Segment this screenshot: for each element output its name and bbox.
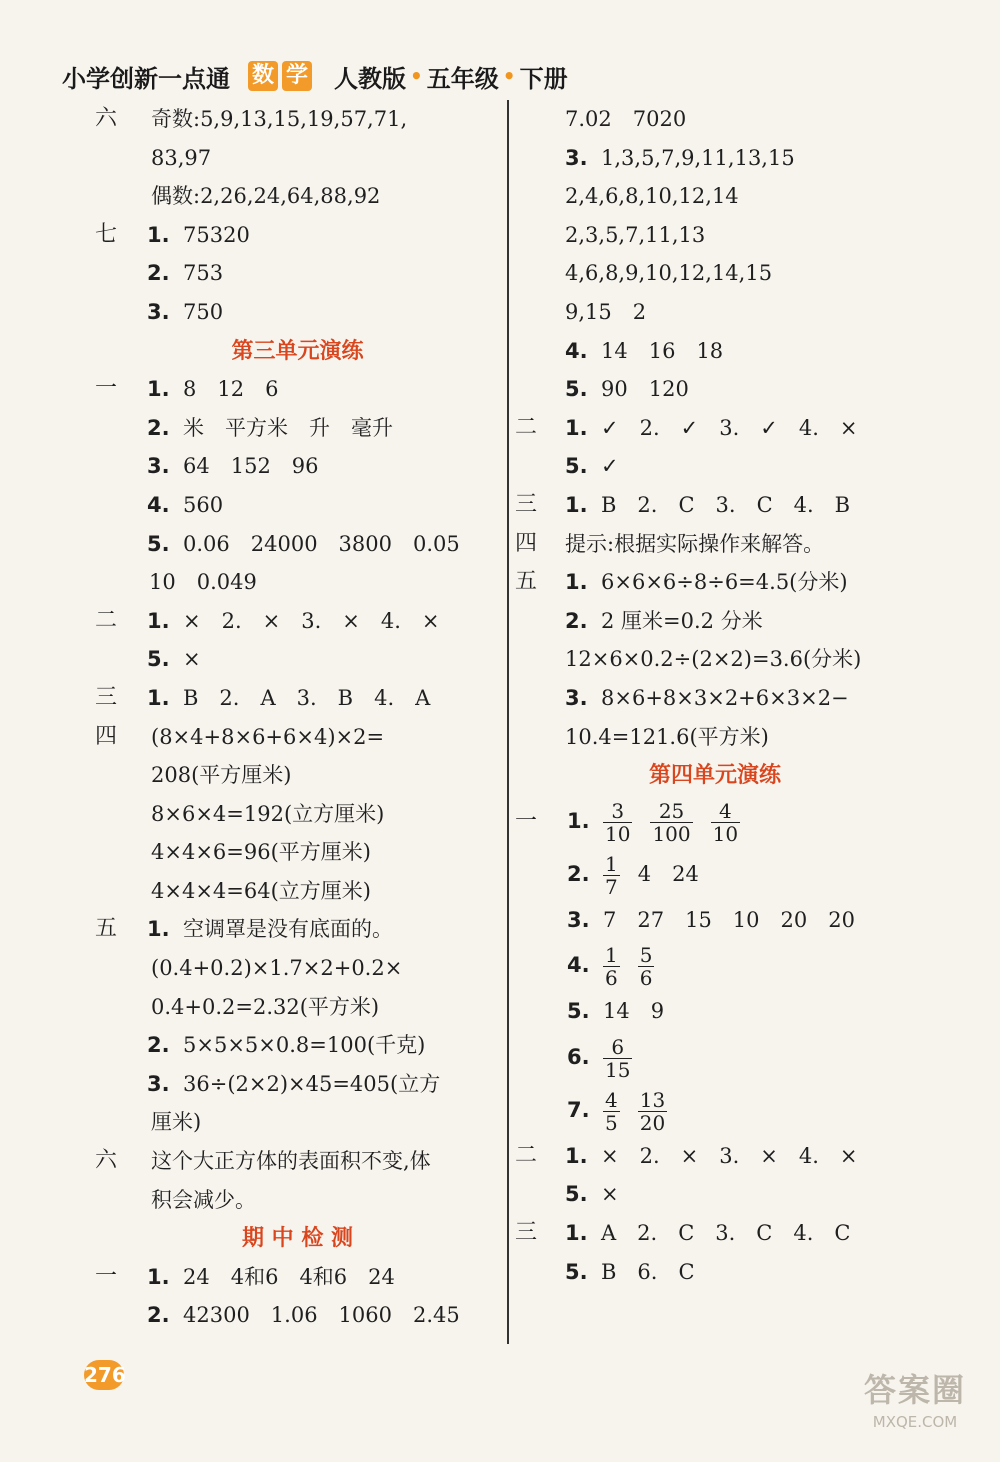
question-number: 3.: [565, 685, 588, 710]
question-number: 1.: [147, 222, 170, 247]
section-number: 六: [95, 1148, 118, 1174]
question-number: 3.: [147, 454, 170, 479]
answer-line: [95, 1065, 500, 1104]
answer-values: 4 24: [637, 861, 699, 886]
answer-line: [95, 409, 500, 448]
answer-line: [95, 486, 500, 525]
question-number: 5.: [565, 454, 588, 479]
section-number: 一: [515, 808, 538, 834]
answer-line: [515, 901, 915, 940]
answer-text: 36÷(2×2)×45=405(立方: [183, 1071, 441, 1096]
fraction: [638, 944, 655, 989]
question-number: 3.: [147, 299, 170, 324]
left-column: [95, 100, 500, 1335]
answer-line: [515, 216, 915, 255]
volume-label: 下册: [519, 64, 568, 93]
answer-text: 560: [183, 492, 224, 517]
question-number: 5.: [147, 531, 170, 556]
answer-text: ✓ 2. ✓ 3. ✓ 4. ×: [601, 415, 858, 440]
series-title: 小学创新一点通: [62, 64, 230, 93]
answer-line: [95, 1103, 500, 1142]
question-number: 1.: [147, 608, 170, 633]
denominator: 6: [639, 966, 653, 991]
answer-text: 10.4=121.6(平方米): [565, 724, 769, 749]
answer-text: (8×4+8×6+6×4)×2=: [151, 724, 385, 749]
answer-text: [603, 1031, 650, 1084]
answer-line: [95, 1258, 500, 1297]
answer-text: 750: [183, 299, 224, 324]
answer-text: 这个大正方体的表面积不变,体: [151, 1149, 431, 1174]
numerator: 25: [650, 800, 692, 823]
answer-text: B 6. C: [601, 1259, 695, 1284]
answer-text: ×: [183, 647, 201, 672]
question-number: 1.: [565, 415, 588, 440]
denominator: 20: [639, 1110, 666, 1135]
answer-line: [515, 1214, 915, 1253]
answer-line: [95, 254, 500, 293]
question-number: 1.: [565, 570, 588, 595]
answer-text: 8×6+8×3×2+6×3×2−: [601, 685, 849, 710]
answer-text: 9,15 2: [565, 299, 647, 324]
fraction: [603, 1036, 632, 1081]
numerator: 3: [603, 800, 632, 823]
answer-text: 提示:根据实际操作来解答。: [565, 531, 825, 556]
answer-text: [603, 1084, 685, 1137]
question-number: 4.: [147, 492, 170, 517]
question-number: 3.: [147, 1071, 170, 1096]
question-number: 6.: [567, 1044, 590, 1069]
answer-text: 1,3,5,7,9,11,13,15: [601, 145, 795, 170]
fraction: [603, 800, 632, 845]
answer-line: [515, 563, 915, 602]
denominator: 7: [605, 874, 618, 899]
section-number: 一: [95, 1263, 118, 1289]
subject-char-1: 数: [248, 61, 278, 91]
section-number: 三: [515, 1220, 538, 1246]
answer-text: [603, 848, 699, 901]
question-number: 2.: [147, 415, 170, 440]
question-number: 2.: [147, 261, 170, 286]
numerator: 4: [605, 1087, 618, 1112]
answer-text: 4×4×4=64(立方厘米): [151, 878, 371, 903]
answer-text: [603, 901, 855, 940]
answer-text: 75320: [183, 222, 250, 247]
answer-line: [95, 1026, 500, 1065]
answer-text: 64 152 96: [183, 454, 319, 479]
answer-text: 7.02 7020: [565, 107, 687, 131]
answer-line: [95, 602, 500, 641]
column-divider: [507, 100, 509, 1344]
question-number: 5.: [565, 1259, 588, 1284]
answer-text: 10 0.049: [149, 570, 257, 595]
question-number: 3.: [565, 145, 588, 170]
answer-line: [95, 1142, 500, 1181]
answer-line: [515, 1031, 915, 1084]
denominator: 6: [605, 966, 618, 991]
numerator: 1: [605, 943, 618, 968]
answer-line: [95, 563, 500, 602]
answer-line: [95, 718, 500, 757]
answer-line: [515, 718, 915, 757]
answer-line: [515, 447, 915, 486]
question-number: 2.: [147, 1033, 170, 1058]
answer-line: [95, 177, 500, 216]
question-number: 1.: [147, 1264, 170, 1289]
answer-line: [515, 409, 915, 448]
numerator: 13: [639, 1087, 666, 1112]
answer-line: [95, 988, 500, 1027]
answer-line: [95, 872, 500, 911]
answer-line: [95, 293, 500, 332]
answer-text: 2 厘米=0.2 分米: [601, 608, 763, 633]
section-heading: 期 中 检 测: [242, 1225, 353, 1252]
denominator: 15: [605, 1057, 631, 1082]
answer-text: ✓: [601, 454, 619, 479]
fraction: [603, 944, 620, 989]
question-number: 2.: [147, 1303, 170, 1328]
answer-line: [95, 1181, 500, 1220]
page-number: 276: [84, 1360, 124, 1390]
section-number: 七: [95, 221, 118, 247]
answer-line: [515, 992, 915, 1031]
section-number: 一: [95, 376, 118, 402]
answer-text: B 2. C 3. C 4. B: [601, 492, 851, 517]
answer-text: × 2. × 3. × 4. ×: [183, 608, 440, 633]
question-number: 5.: [565, 1182, 588, 1207]
answer-text: 空调罩是没有底面的。: [183, 917, 393, 942]
answer-line: [515, 1084, 915, 1137]
answer-line: [515, 848, 915, 901]
answer-text: 2,4,6,8,10,12,14: [565, 184, 739, 209]
answer-line: [95, 949, 500, 988]
answer-text: 90 120: [601, 377, 689, 402]
section-number: 二: [515, 1142, 538, 1168]
answer-text: ×: [601, 1182, 619, 1207]
answer-text: [603, 992, 664, 1031]
question-number: 2.: [567, 861, 590, 886]
question-number: 1.: [565, 1143, 588, 1168]
answer-text: 米 平方米 升 毫升: [183, 415, 393, 440]
answer-text: 12×6×0.2÷(2×2)=3.6(分米): [565, 647, 862, 672]
answer-line: [95, 1296, 500, 1335]
answer-text: 5×5×5×0.8=100(千克): [183, 1033, 426, 1058]
denominator: 10: [605, 821, 631, 846]
numerator: 4: [711, 800, 740, 823]
question-number: 5.: [565, 377, 588, 402]
section-number: 二: [515, 414, 538, 440]
answer-text: [603, 795, 758, 848]
section-heading: 第四单元演练: [648, 762, 781, 789]
answer-line: [95, 795, 500, 834]
answer-text: A 2. C 3. C 4. C: [601, 1221, 851, 1246]
answer-line: [515, 486, 915, 525]
answer-text: 42300 1.06 1060 2.45: [183, 1303, 460, 1328]
question-number: 3.: [567, 907, 590, 932]
denominator: 10: [712, 821, 739, 846]
answer-text: 奇数:5,9,13,15,19,57,71,: [151, 107, 408, 131]
section-number: 三: [515, 491, 538, 517]
watermark-logo: [850, 1368, 980, 1448]
answer-line: [515, 254, 915, 293]
denominator: 5: [605, 1110, 618, 1135]
answer-line: [95, 370, 500, 409]
dot-separator: •: [410, 64, 423, 88]
answer-text: 偶数:2,26,24,64,88,92: [151, 184, 381, 209]
answer-text: 0.4+0.2=2.32(平方米): [151, 994, 380, 1019]
section-number: 二: [95, 607, 118, 633]
answer-line: [95, 100, 500, 139]
answer-line: [515, 1175, 915, 1214]
answer-text: 753: [183, 261, 224, 286]
section-number: 五: [95, 916, 118, 942]
answer-values: 14 9: [603, 999, 665, 1024]
numerator: 1: [605, 851, 618, 876]
answer-text: 2,3,5,7,11,13: [565, 222, 706, 247]
question-number: 1.: [565, 1221, 588, 1246]
answer-line: [515, 293, 915, 332]
answer-line: [515, 1137, 915, 1176]
answer-text: 8×6×4=192(立方厘米): [151, 801, 385, 826]
page-header: [62, 56, 568, 96]
question-number: 4.: [567, 953, 590, 978]
watermark-text: 答案圈: [863, 1371, 966, 1409]
answer-line: [515, 525, 915, 564]
question-number: 5.: [567, 999, 590, 1024]
answer-line: [95, 679, 500, 718]
answer-text: 厘米): [151, 1110, 202, 1135]
question-number: 1.: [147, 917, 170, 942]
numerator: 6: [603, 1036, 632, 1059]
question-number: 2.: [565, 608, 588, 633]
answer-line: [515, 139, 915, 178]
answer-line: [515, 939, 915, 992]
answer-text: 8 12 6: [183, 377, 279, 402]
answer-text: 积会减少。: [151, 1187, 256, 1212]
answer-text: B 2. A 3. B 4. A: [183, 685, 431, 710]
answer-text: × 2. × 3. × 4. ×: [601, 1143, 858, 1168]
question-number: 5.: [147, 647, 170, 672]
answer-line: [515, 1253, 915, 1292]
answer-line: [515, 795, 915, 848]
answer-line: [95, 833, 500, 872]
right-column: [515, 100, 915, 1291]
answer-line: [515, 177, 915, 216]
answer-text: 4,6,8,9,10,12,14,15: [565, 261, 773, 286]
numerator: 5: [639, 943, 653, 968]
answer-text: 24 4和6 4和6 24: [183, 1264, 395, 1289]
fraction: [603, 1089, 620, 1134]
denominator: 100: [652, 821, 691, 846]
subject-char-2: 学: [282, 61, 312, 91]
answer-line: [95, 139, 500, 178]
question-number: 4.: [565, 338, 588, 363]
watermark-url: MXQE.COM: [872, 1413, 958, 1431]
subject-badge: [248, 61, 316, 91]
grade-label: 五年级: [426, 64, 499, 93]
section-heading: 第三单元演练: [231, 337, 364, 364]
answer-line: [95, 216, 500, 255]
answer-text: [603, 939, 672, 992]
edition-label: 人教版: [334, 64, 406, 93]
question-number: 1.: [567, 808, 590, 833]
section-number: 四: [515, 530, 538, 556]
answer-text: 14 16 18: [601, 338, 724, 363]
answer-line: [515, 332, 915, 371]
answer-line: [515, 602, 915, 641]
section-number: 五: [515, 569, 538, 595]
answer-text: 83,97: [151, 145, 212, 170]
answer-text: (0.4+0.2)×1.7×2+0.2×: [151, 956, 403, 981]
section-number: 四: [95, 723, 118, 749]
answer-line: [515, 100, 915, 139]
answer-values: 7 27 15 10 20 20: [603, 907, 855, 932]
fraction: [638, 1089, 667, 1134]
answer-line: [95, 756, 500, 795]
answer-text: 6×6×6÷8÷6=4.5(分米): [601, 570, 848, 595]
answer-line: [95, 525, 500, 564]
answer-text: 4×4×6=96(平方厘米): [151, 840, 371, 865]
answer-line: [515, 679, 915, 718]
answer-line: [95, 447, 500, 486]
section-number: 三: [95, 684, 118, 710]
question-number: 1.: [565, 492, 588, 517]
fraction: [711, 800, 740, 845]
answer-line: [95, 640, 500, 679]
fraction: [650, 800, 692, 845]
question-number: 1.: [147, 377, 170, 402]
answer-line: [515, 370, 915, 409]
section-number: 六: [95, 106, 118, 131]
fraction: [603, 853, 620, 898]
question-number: 1.: [147, 685, 170, 710]
question-number: 7.: [567, 1097, 590, 1122]
dot-separator: •: [502, 64, 516, 88]
answer-line: [515, 640, 915, 679]
answer-text: 0.06 24000 3800 0.05: [183, 531, 460, 556]
answer-line: [95, 910, 500, 949]
answer-text: 208(平方厘米): [151, 763, 292, 788]
